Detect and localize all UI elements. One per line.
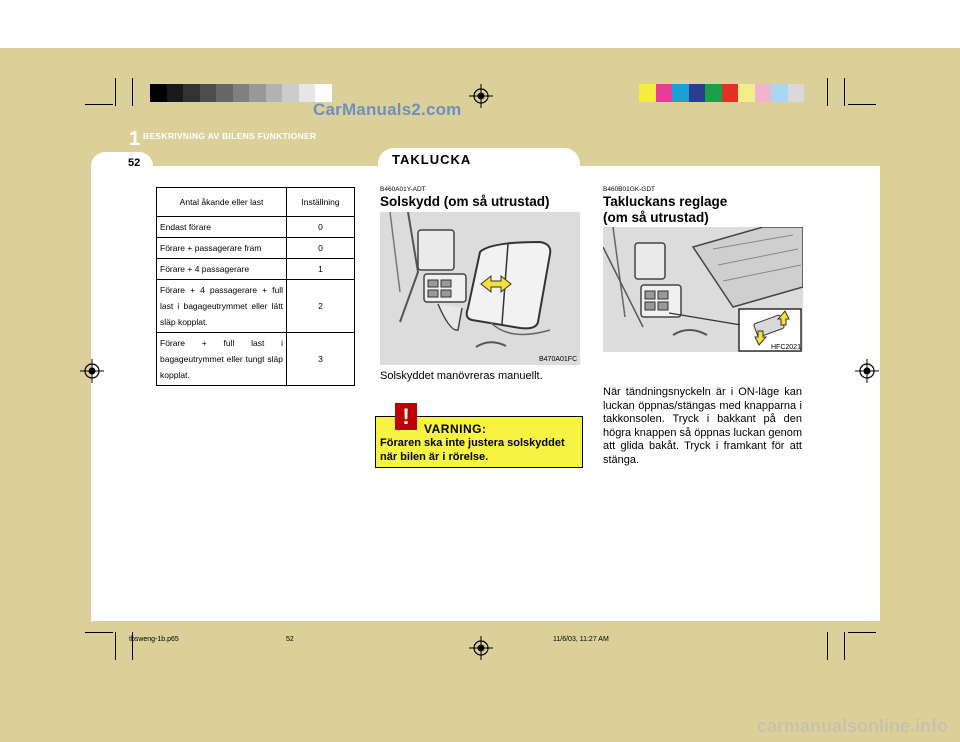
color-swatch xyxy=(722,84,739,102)
registration-mark-icon xyxy=(469,636,493,660)
color-swatch xyxy=(639,84,656,102)
table-row xyxy=(157,280,355,333)
table-cell-setting: 0 xyxy=(287,217,355,238)
sunshade-heading: Solskydd (om så utrustad) xyxy=(380,194,550,209)
color-swatch xyxy=(672,84,689,102)
registration-mark-icon xyxy=(855,359,879,383)
section-code: B460A01Y-ADT xyxy=(380,186,426,193)
color-swatch xyxy=(150,84,167,102)
chapter-number: 1 xyxy=(129,128,141,150)
sunshade-text: Solskyddet manövreras manuellt. xyxy=(380,370,543,382)
color-swatch xyxy=(249,84,266,102)
controls-figure xyxy=(603,227,803,352)
table-cell-load: Förare + full last i bagageutrymmet eller tungt släp kopplat. xyxy=(157,333,287,386)
load-setting-table xyxy=(156,187,355,386)
footer-date: 11/6/03, 11:27 AM xyxy=(553,636,609,643)
table-row xyxy=(157,238,355,259)
color-swatch xyxy=(233,84,250,102)
crop-mark xyxy=(115,78,116,106)
table-header-load: Antal åkande eller last xyxy=(157,188,287,217)
watermark-carmanualsonline[interactable]: carmanualsonline.info xyxy=(757,716,949,736)
warning-text xyxy=(380,437,565,464)
color-swatch xyxy=(183,84,200,102)
color-swatch xyxy=(788,84,805,102)
controls-heading-line: (om så utrustad) xyxy=(603,210,709,225)
figure-label: HFC2021 xyxy=(771,344,801,351)
color-swatch xyxy=(266,84,283,102)
color-swatch xyxy=(216,84,233,102)
table-cell-load: Endast förare xyxy=(157,217,287,238)
table-cell-setting: 1 xyxy=(287,259,355,280)
crop-mark xyxy=(848,104,876,105)
registration-mark-icon xyxy=(469,84,493,108)
crop-mark xyxy=(827,632,828,660)
color-swatch xyxy=(738,84,755,102)
registration-mark-icon xyxy=(80,359,104,383)
table-cell-load: Förare + 4 passagerare + full last i bagageutrymmet eller lätt släp kopplat. xyxy=(157,280,287,333)
color-swatch xyxy=(755,84,772,102)
warning-text-line: när bilen är i rörelse. xyxy=(380,450,489,463)
crop-mark xyxy=(85,104,113,105)
page-number-tab xyxy=(91,152,153,178)
figure-label: B470A01FC xyxy=(539,356,578,363)
page-number: 52 xyxy=(128,157,141,169)
footer-filename: tbsweng-1b.p65 xyxy=(129,636,179,643)
table-header-row xyxy=(157,188,355,217)
section-title: TAKLUCKA xyxy=(392,152,472,167)
color-swatch xyxy=(656,84,673,102)
controls-heading xyxy=(603,194,727,226)
table-row xyxy=(157,333,355,386)
crop-mark xyxy=(844,78,845,106)
table-header-setting: Inställning xyxy=(287,188,355,217)
table-row xyxy=(157,217,355,238)
watermark-carmanuals[interactable]: CarManuals2.com xyxy=(313,100,462,119)
section-code: B460B01GK-GDT xyxy=(603,186,656,193)
roof-console-illustration-icon xyxy=(603,227,803,352)
footer-page: 52 xyxy=(286,636,294,643)
sunshade-illustration-icon xyxy=(380,212,580,365)
table-row xyxy=(157,259,355,280)
color-swatch xyxy=(282,84,299,102)
crop-mark xyxy=(115,632,116,660)
warning-icon: ! xyxy=(395,403,417,430)
warning-text-line: Föraren ska inte justera solskyddet xyxy=(380,437,565,449)
crop-mark xyxy=(827,78,828,106)
crop-mark xyxy=(848,632,876,633)
color-calibration-bar xyxy=(639,84,804,102)
grayscale-calibration-bar xyxy=(150,84,332,102)
table-cell-setting: 3 xyxy=(287,333,355,386)
color-swatch xyxy=(705,84,722,102)
table-cell-load: Förare + passagerare fram xyxy=(157,238,287,259)
color-swatch xyxy=(200,84,217,102)
crop-mark xyxy=(132,78,133,106)
color-swatch xyxy=(689,84,706,102)
table-cell-load: Förare + 4 passagerare xyxy=(157,259,287,280)
crop-mark xyxy=(85,632,113,633)
controls-text: När tändningsnyckeln är i ON-läge kan luckan öppnas/stängas med knapparna i takkonsolen. Tryck i bakkant på den högra knappen så öppnas luckan genom att glida bakåt. Tryck i framkant för att stänga. xyxy=(603,386,802,466)
controls-heading-line: Takluckans reglage xyxy=(603,194,728,209)
sunshade-figure xyxy=(380,212,580,365)
crop-mark xyxy=(844,632,845,660)
color-swatch xyxy=(167,84,184,102)
chapter-title: BESKRIVNING AV BILENS FUNKTIONER xyxy=(143,131,317,141)
table-cell-setting: 0 xyxy=(287,238,355,259)
warning-title: VARNING: xyxy=(424,422,487,436)
color-swatch xyxy=(771,84,788,102)
table-cell-setting: 2 xyxy=(287,280,355,333)
